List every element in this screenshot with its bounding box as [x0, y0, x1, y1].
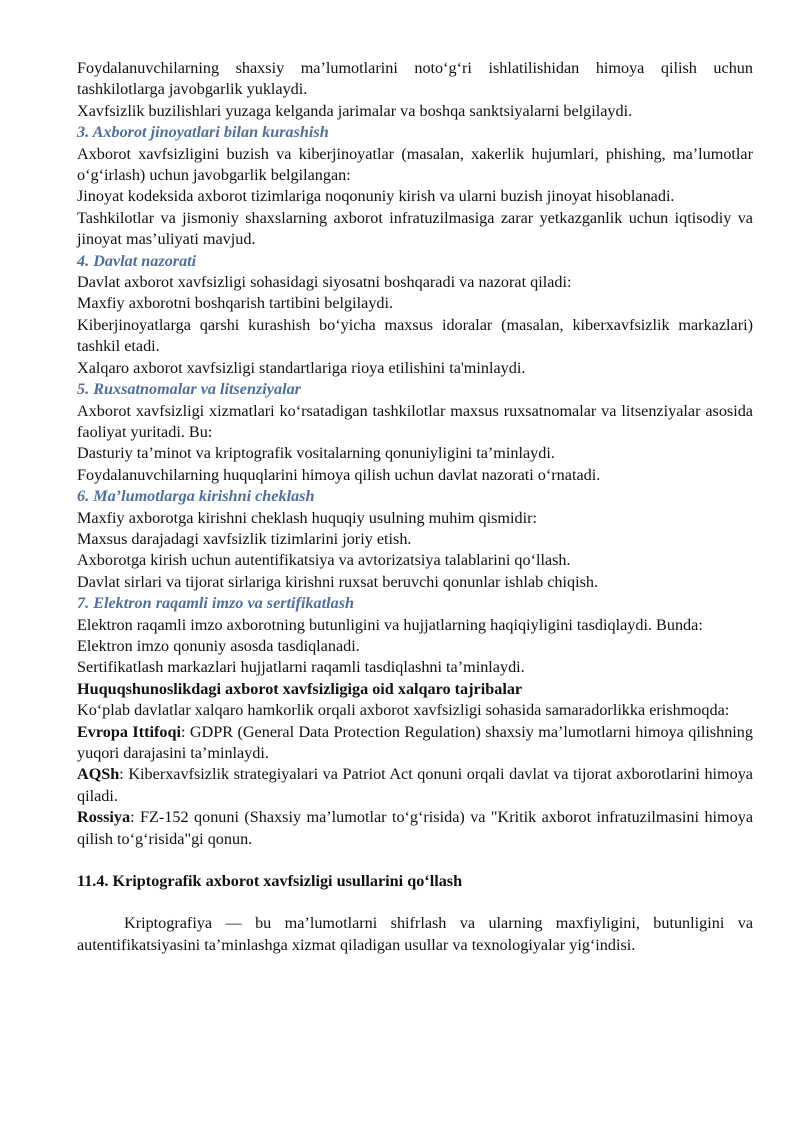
paragraph: Jinoyat kodeksida axborot tizimlariga noqonuniy kirish va ularni buzish jinoyat hisoblanadi. — [77, 187, 675, 206]
paragraph-ru — [77, 807, 753, 850]
paragraph: Tashkilotlar va jismoniy shaxslarning axborot infratuzilmasiga zarar yetkazganlik uchun iqtisodiy va jinoyat mas’uliyati mavjud. — [77, 208, 753, 249]
paragraph: Maxfiy axborotga kirishni cheklash huquqiy usulning muhim qismidir: — [77, 508, 537, 527]
paragraph: Elektron imzo qonuniy asosda tasdiqlanadi. — [77, 636, 360, 655]
paragraph: Axborot xavfsizligi xizmatlari ko‘rsatadigan tashkilotlar maxsus ruxsatnomalar va litsenziyalar asosida faoliyat yuritadi. Bu: — [77, 401, 753, 441]
paragraph: Foydalanuvchilarning huquqlarini himoya qilish uchun davlat nazorati o‘rnatadi. — [77, 465, 601, 484]
paragraph: Sertifikatlash markazlari hujjatlarni raqamli tasdiqlashni ta’minlaydi. — [77, 658, 525, 677]
paragraph: Axborot xavfsizligini buzish va kiberjinoyatlar (masalan, xakerlik hujumlari, phishing, ma’lumotlar o‘g‘irlash) uchun javobgarlik belgilangan: — [77, 144, 753, 185]
paragraph: Kiberjinoyatlarga qarshi kurashish bo‘yicha maxsus idoralar (masalan, kiberxavfsizlik markazlari) tashkil etadi. — [77, 315, 753, 356]
paragraph: Davlat axborot xavfsizligi sohasidagi siyosatni boshqaradi va nazorat qiladi: — [77, 273, 572, 292]
subheading-7: 7. Elektron raqamli imzo va sertifikatlash — [77, 594, 355, 613]
us-label: AQSh — [77, 765, 120, 784]
subheading-5: 5. Ruxsatnomalar va litsenziyalar — [77, 380, 301, 399]
paragraph: Kriptografiya — bu ma’lumotlarni shifrlash va ularning maxfiyligini, butunligini va autentifikatsiyasini ta’minlashga xizmat qiladigan usullar va texnologiyalar yig‘indisi. — [77, 914, 753, 954]
ru-label: Rossiya — [77, 808, 131, 827]
paragraph: Dasturiy ta’minot va kriptografik vositalarning qonuniyligini ta’minlaydi. — [77, 444, 555, 463]
paragraph: Axborotga kirish uchun autentifikatsiya va avtorizatsiya talablarini qo‘llash. — [77, 551, 571, 570]
us-text: : Kiberxavfsizlik strategiyalari va Patriot Act qonuni orqali davlat va tijorat axborotlarini himoya qiladi. — [77, 765, 753, 805]
paragraph: Xavfsizlik buzilishlari yuzaga kelganda jarimalar va boshqa sanktsiyalarni belgilaydi. — [77, 101, 633, 120]
spacer — [77, 850, 753, 871]
paragraph-us — [77, 764, 753, 807]
eu-label: Evropa Ittifoqi — [77, 722, 181, 741]
subheading-3: 3. Axborot jinoyatlari bilan kurashish — [77, 123, 329, 142]
subheading-6: 6. Ma’lumotlarga kirishni cheklash — [77, 487, 315, 506]
paragraph: Maxsus darajadagi xavfsizlik tizimlarini joriy etish. — [77, 529, 412, 548]
paragraph: Ko‘plab davlatlar xalqaro hamkorlik orqali axborot xavfsizligi sohasida samaradorlikka erishmoqda: — [77, 701, 730, 720]
paragraph: Elektron raqamli imzo axborotning butunligini va hujjatlarning haqiqiyligini tasdiqlaydi. Bunda: — [77, 615, 703, 634]
bold-heading: Huquqshunoslikdagi axborot xavfsizligiga oid xalqaro tajribalar — [77, 679, 523, 698]
spacer — [77, 892, 753, 913]
paragraph: Maxfiy axborotni boshqarish tartibini belgilaydi. — [77, 294, 394, 313]
eu-text: : GDPR (General Data Protection Regulation) shaxsiy ma’lumotlarni himoya qilishning yuqori darajasini ta’minlaydi. — [77, 722, 753, 762]
document-page — [77, 58, 753, 956]
ru-text: : FZ-152 qonuni (Shaxsiy ma’lumotlar to‘g‘risida) va "Kritik axborot infratuzilmasini himoya qilish to‘g‘risida"gi qonun. — [77, 808, 753, 848]
subheading-4: 4. Davlat nazorati — [77, 251, 197, 270]
paragraph: Foydalanuvchilarning shaxsiy ma’lumotlarini noto‘g‘ri ishlatilishidan himoya qilish uchun tashkilotlarga javobgarlik yuklaydi. — [77, 59, 753, 99]
paragraph-eu — [77, 722, 753, 765]
section-title: 11.4. Kriptografik axborot xavfsizligi usullarini qo‘llash — [77, 872, 463, 891]
paragraph: Xalqaro axborot xavfsizligi standartlariga rioya etilishini ta'minlaydi. — [77, 358, 526, 377]
paragraph: Davlat sirlari va tijorat sirlariga kirishni ruxsat beruvchi qonunlar ishlab chiqish. — [77, 572, 599, 591]
